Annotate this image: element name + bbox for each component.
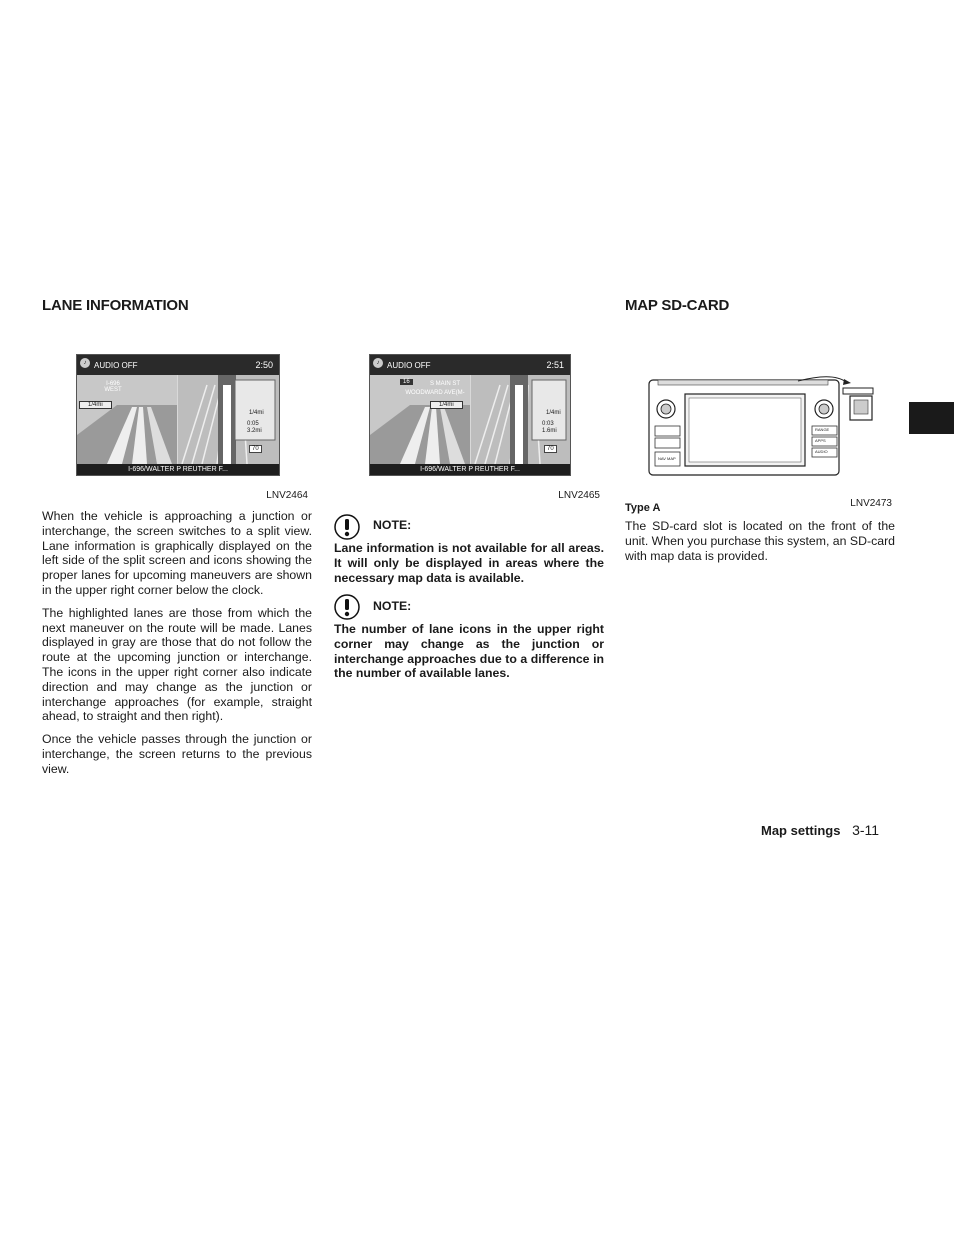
- unit-button-apps: APPS: [815, 438, 826, 443]
- street-sign: S MAIN ST WOODWARD AVE(M-: [405, 381, 465, 396]
- section-heading-lane-information: LANE INFORMATION: [42, 297, 189, 314]
- lane-info-body: [42, 509, 312, 785]
- audio-status: AUDIO OFF: [94, 361, 138, 370]
- speed-limit-sign: 70: [249, 445, 262, 453]
- figure-caption-lnv2473: LNV2473: [850, 498, 892, 509]
- paragraph-2: The highlighted lanes are those from which the next maneuver on the route will be made. Lanes displayed in gray are those that do not follow the route at the upcoming junction or interchange. The icons in the upper right corner also indicate direction and may change as the junction or interchange approaches (for example, straight ahead, to straight and then right).: [42, 605, 312, 724]
- page-footer: [761, 822, 879, 838]
- paragraph-3: Once the vehicle passes through the junction or interchange, the screen returns to the previous view.: [42, 732, 312, 776]
- route-shield: 16: [400, 379, 413, 385]
- sd-card-body: The SD-card slot is located on the front of the unit. When you purchase this system, an SD-card with map data is provided.: [625, 519, 895, 563]
- head-unit-illustration: [648, 374, 880, 476]
- distance-box: 1/4mi: [79, 401, 112, 409]
- page-number: 3-11: [852, 822, 880, 838]
- audio-status: AUDIO OFF: [387, 361, 431, 370]
- screen-status-bar: [370, 355, 570, 375]
- eta-info: 0:05 3.2mi: [247, 421, 262, 434]
- paragraph-1: When the vehicle is approaching a junction or interchange, the screen switches to a split view. Lane information is graphically displayed on the left side of the split screen and icons showing the proper lanes for upcoming maneuvers are shown in the upper right corner below the clock.: [42, 509, 312, 597]
- unit-button-audio: AUDIO: [815, 449, 828, 454]
- screen-status-bar: [77, 355, 279, 375]
- screen-clock: 2:51: [546, 360, 564, 370]
- screen-clock: 2:50: [255, 360, 273, 370]
- section-heading-map-sd-card: MAP SD-CARD: [625, 297, 730, 314]
- street-name-bar: I-696/WALTER P REUTHER F...: [370, 464, 570, 475]
- figure-caption-lnv2464: LNV2464: [266, 490, 308, 501]
- speed-limit-sign: 70: [544, 445, 557, 453]
- audio-icon: ♪: [80, 358, 90, 368]
- unit-button-nav-map: NAV MAP: [658, 456, 676, 461]
- note-heading-2: NOTE:: [373, 599, 412, 613]
- figure-caption-lnv2465: LNV2465: [558, 490, 600, 501]
- right-distance: 1/4mi: [249, 410, 264, 416]
- chapter-tab: [909, 402, 954, 434]
- lane-info-screen-figure-1: [76, 354, 280, 476]
- footer-section-title: Map settings: [761, 823, 841, 838]
- distance-box: 1/4mi: [430, 401, 463, 409]
- highway-sign: I-696 WEST: [104, 381, 122, 393]
- note-text-1: Lane information is not available for all areas. It will only be displayed in areas where the necessary map data is available.: [334, 541, 604, 585]
- street-name-bar: I-696/WALTER P REUTHER F...: [77, 464, 279, 475]
- warning-icon: [333, 593, 361, 621]
- lane-info-screen-figure-2: [369, 354, 571, 476]
- warning-icon: [333, 513, 361, 541]
- unit-button-range: RANGE: [815, 427, 830, 432]
- audio-icon: ♪: [373, 358, 383, 368]
- figure-sublabel: Type A: [625, 502, 661, 514]
- note-heading-1: NOTE:: [373, 518, 412, 532]
- eta-info: 0:03 1.6mi: [542, 421, 557, 434]
- right-distance: 1/4mi: [546, 410, 561, 416]
- note-text-2: The number of lane icons in the upper right corner may change as the junction or interchange approaches due to a difference in the number of available lanes.: [334, 622, 604, 681]
